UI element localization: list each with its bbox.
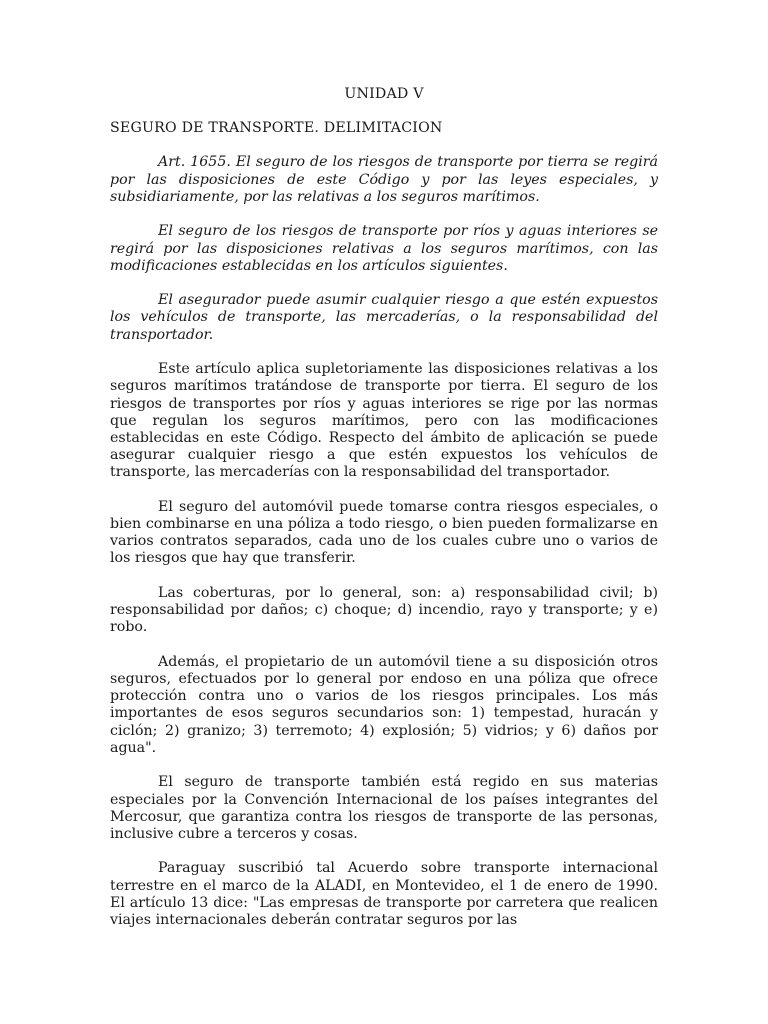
unit-title: UNIDAD V <box>344 86 424 102</box>
automobile-insurance-paragraph: El seguro del automóvil puede tomarse contra riesgos especiales, o bien combinarse en una póliza a todo riesgo, o bien pueden formalizarse en varios contratos separados, cada uno de los cuales cubre uno o varios de los riesgos que hay que transferir. <box>110 498 658 567</box>
mercosur-paragraph: El seguro de transporte también está regido en sus materias especiales por la Convención Internacional de los países integrantes del Mercosur, que garantiza contra los riesgos de transporte de las personas, inclusive cubre a terceros y cosas. <box>110 774 658 842</box>
secondary-insurance-paragraph: Además, el propietario de un automóvil tiene a su disposición otros seguros, efectuados por lo general por endoso en una póliza que ofrece protección contra uno o varios de los riesgos principales. Los más importantes de esos seguros secundarios son: 1) tempestad, huracán y ciclón; 2) granizo; 3) terremoto; 4) explosión; 5) vidrios; y 6) daños por agua". <box>110 653 658 756</box>
coverages-paragraph: Las coberturas, por lo general, son: a) responsabilidad civil; b) responsabilidad por daños; c) choque; d) incendio, rayo y transporte; y e) robo. <box>110 584 658 636</box>
article-insurer-paragraph: El asegurador puede asumir cualquier riesgo a que estén expuestos los vehículos de transporte, las mercaderías, o la responsabilidad del transportador. <box>110 292 658 343</box>
paraguay-agreement-paragraph: Paraguay suscribió tal Acuerdo sobre transporte internacional terrestre en el marco de la ALADI, en Montevideo, el 1 de enero de 1990. El artículo 13 dice: "Las empresas de transporte por carretera que realicen viajes internacionales deberán contratar seguros por las <box>110 860 658 929</box>
section-title: SEGURO DE TRANSPORTE. DELIMITACION <box>110 120 443 137</box>
article-rivers-paragraph: El seguro de los riesgos de transporte por ríos y aguas interiores se regirá por las disposiciones relativas a los seguros marítimos, con las modificaciones establecidas en los artículos siguientes. <box>110 223 658 274</box>
document-body <box>110 86 658 929</box>
commentary-paragraph: Este artículo aplica supletoriamente las disposiciones relativas a los seguros marítimos tratándose de transporte por tierra. El seguro de los riesgos de transportes por ríos y aguas interiores se rige por las normas que regulan los seguros marítimos, pero con las modificaciones establecidas en este Código. Respecto del ámbito de aplicación se puede asegurar cualquier riesgo a que estén expuestos los vehículos de transporte, las mercaderías con la responsabilidad del transportador. <box>110 361 658 481</box>
article-1655-paragraph: Art. 1655. El seguro de los riesgos de transporte por tierra se regirá por las disposiciones de este Código y por las leyes especiales, y subsidiariamente, por las relativas a los seguros marítimos. <box>110 154 658 205</box>
